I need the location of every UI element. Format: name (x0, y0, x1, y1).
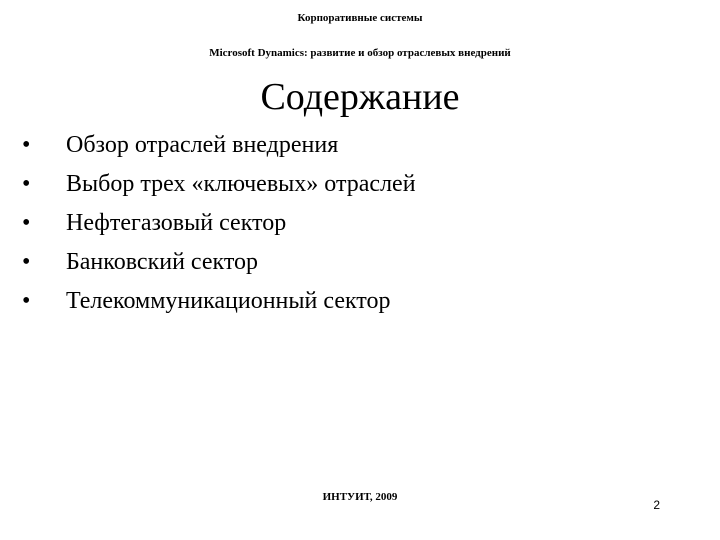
bullet-icon: • (22, 249, 31, 275)
list-item (22, 129, 416, 168)
footer-organization: ИНТУИТ, 2009 (322, 491, 398, 503)
list-item-text: Обзор отраслей внедрения (66, 132, 339, 158)
contents-list (22, 129, 416, 324)
list-item (22, 168, 416, 207)
list-item (22, 285, 416, 324)
bullet-icon: • (22, 132, 31, 158)
list-item-text: Банковский сектор (66, 249, 259, 275)
lecture-subtitle: Microsoft Dynamics: развитие и обзор отраслевых внедрений (209, 47, 511, 59)
page-number: 2 (653, 498, 660, 512)
list-item (22, 246, 416, 285)
bullet-icon: • (22, 288, 31, 314)
list-item (22, 207, 416, 246)
slide-title: Содержание (260, 76, 460, 118)
course-header: Корпоративные системы (297, 12, 423, 24)
list-item-text: Нефтегазовый сектор (66, 210, 287, 236)
bullet-icon: • (22, 210, 31, 236)
bullet-icon: • (22, 171, 31, 197)
list-item-text: Выбор трех «ключевых» отраслей (66, 171, 416, 197)
list-item-text: Телекоммуникационный сектор (66, 288, 391, 314)
